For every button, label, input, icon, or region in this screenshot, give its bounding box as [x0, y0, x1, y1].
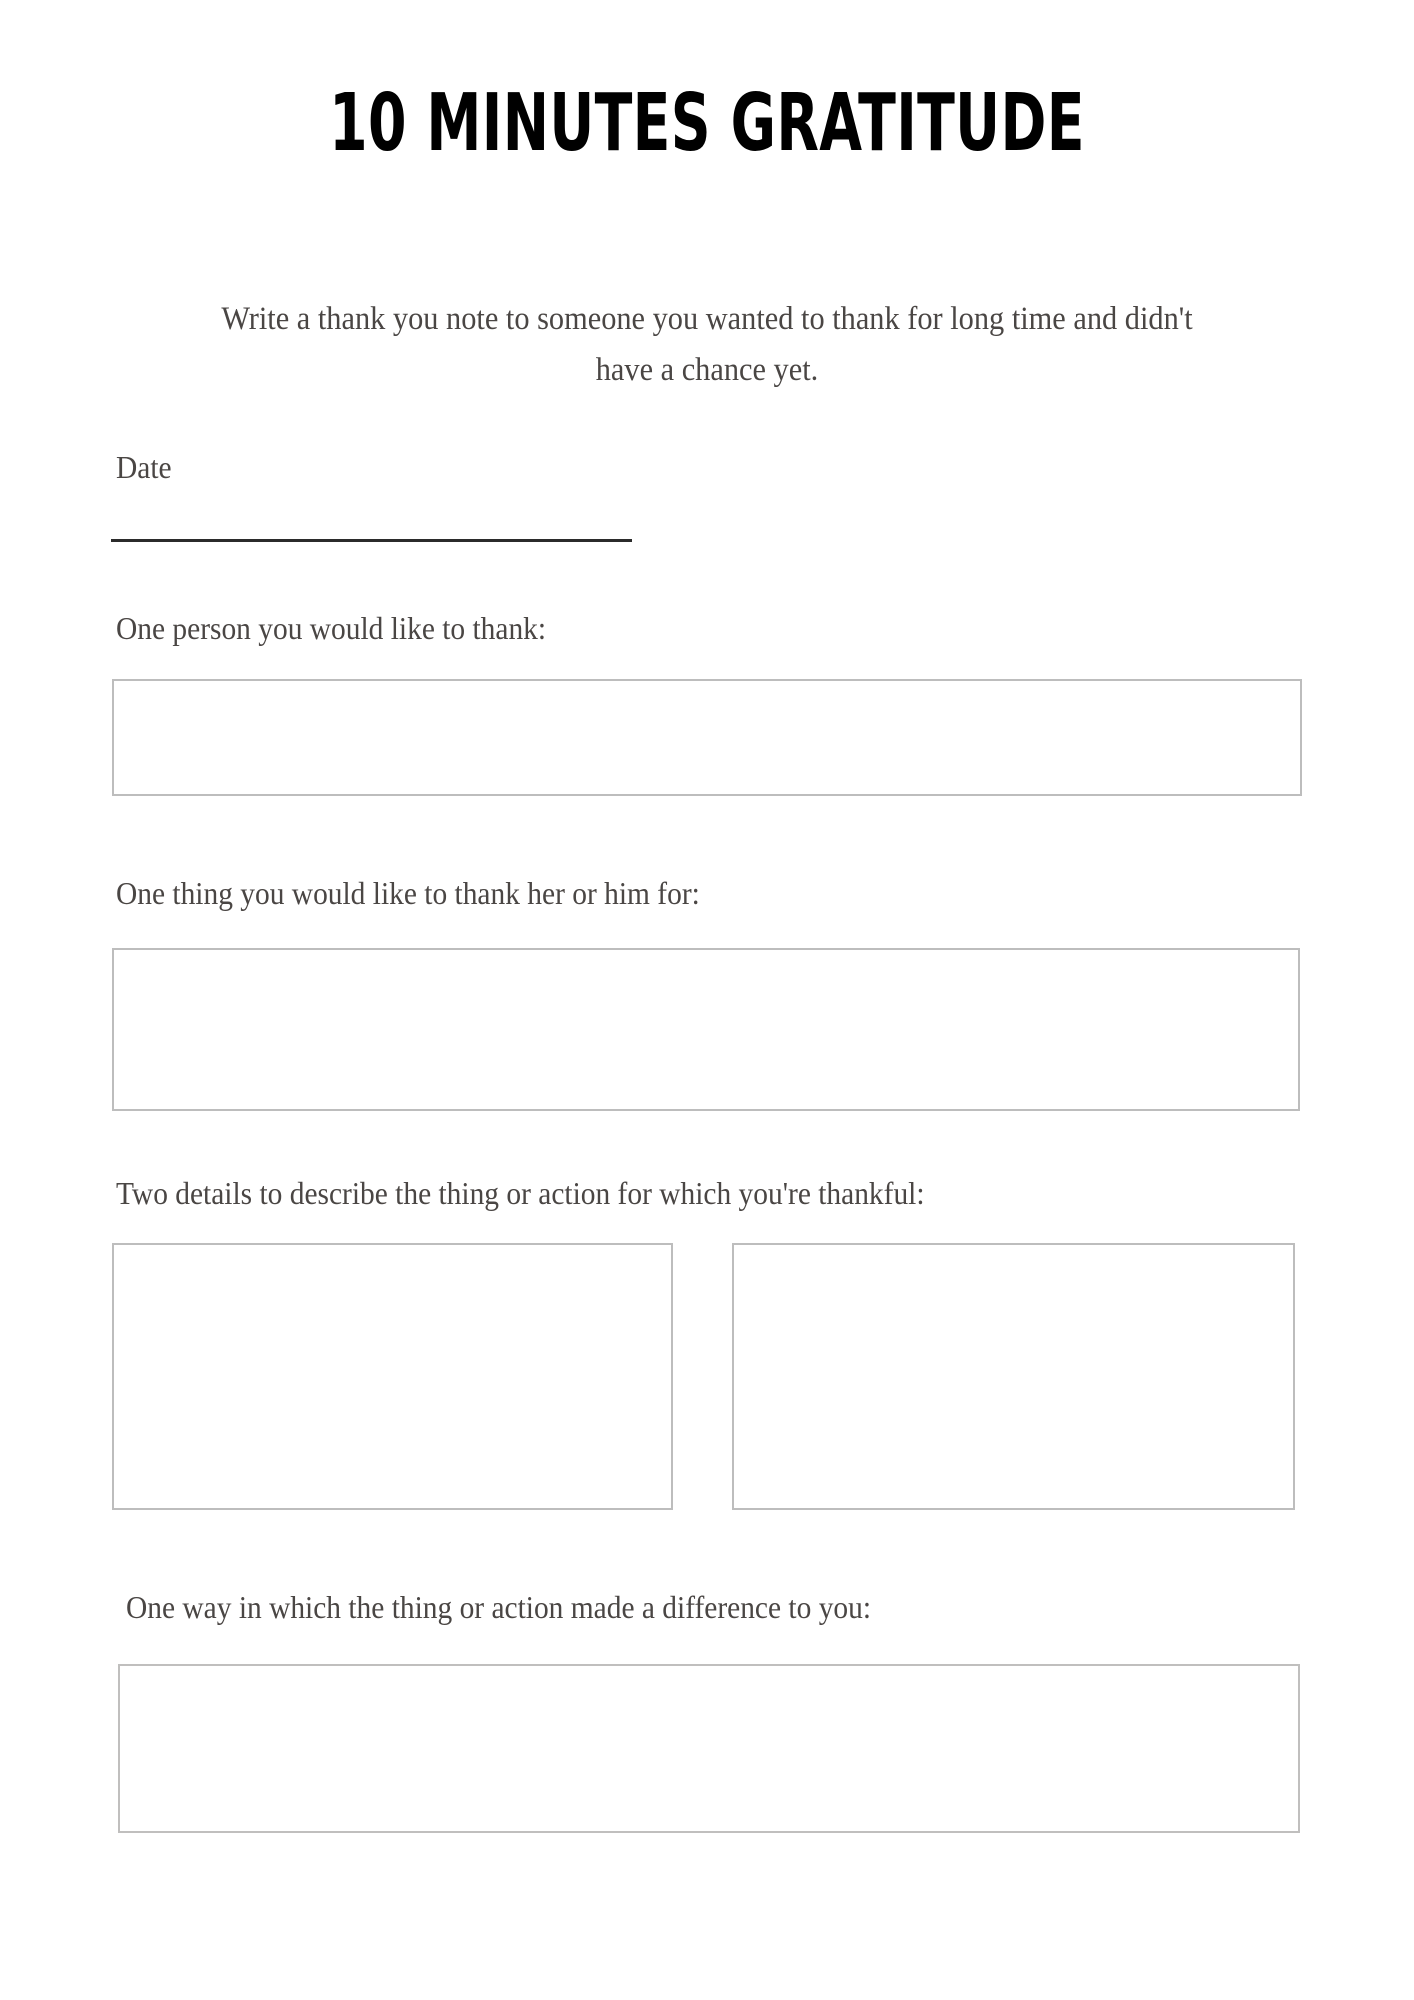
answer-box-person-to-thank[interactable]	[112, 679, 1302, 796]
answer-box-thing-to-thank-for[interactable]	[112, 948, 1300, 1111]
field-label-thing-to-thank-for: One thing you would like to thank her or him for:	[116, 875, 700, 911]
date-label: Date	[116, 449, 172, 485]
date-input-line[interactable]	[111, 539, 632, 542]
field-label-difference-made: One way in which the thing or action made a difference to you:	[126, 1589, 872, 1625]
field-label-person-to-thank: One person you would like to thank:	[116, 610, 547, 646]
answer-box-detail-two[interactable]	[732, 1243, 1295, 1510]
worksheet-instructions: Write a thank you note to someone you wanted to thank for long time and didn't have a chance yet.	[221, 301, 1193, 388]
page-title: 10 MINUTES GRATITUDE	[329, 77, 1085, 169]
answer-box-detail-one[interactable]	[112, 1243, 673, 1510]
answer-box-difference-made[interactable]	[118, 1664, 1300, 1833]
field-label-two-details: Two details to describe the thing or action for which you're thankful:	[116, 1175, 925, 1211]
